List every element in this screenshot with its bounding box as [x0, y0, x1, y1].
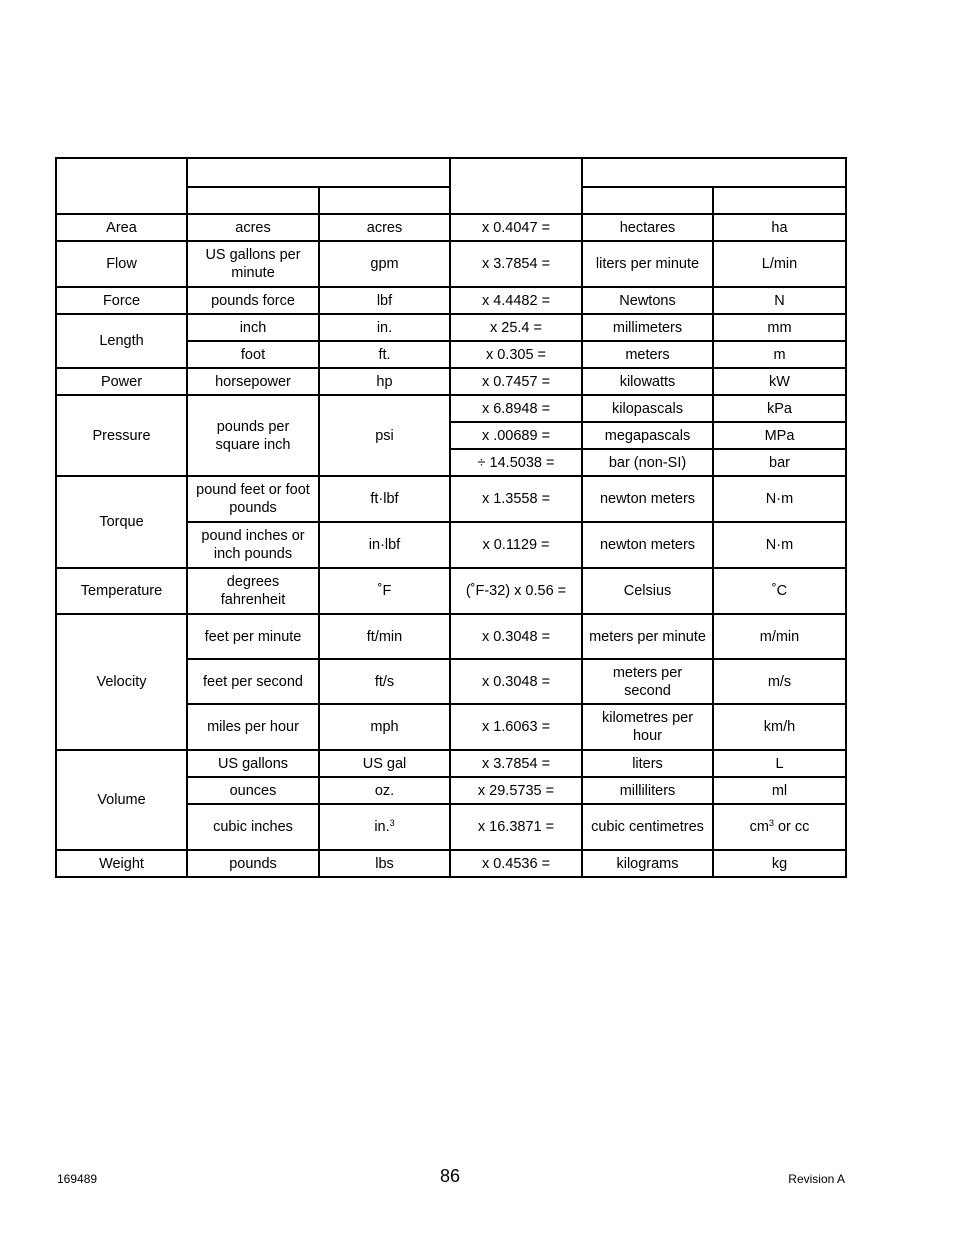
header-us-unit-cell: [187, 187, 319, 214]
us-unit-cell: cubic inches: [187, 804, 319, 850]
factor-cell: x 1.3558 =: [450, 476, 582, 522]
us-abbr-base: in.: [374, 819, 390, 835]
us-unit-cell: feet per second: [187, 659, 319, 704]
us-abbr-cell: lbf: [319, 287, 450, 314]
si-unit-cell: kilowatts: [582, 368, 713, 395]
table-row: [56, 287, 846, 314]
si-unit-cell: millimeters: [582, 314, 713, 341]
si-abbr-cell: kPa: [713, 395, 846, 422]
us-abbr-cell: gpm: [319, 241, 450, 287]
header-us-group-cell: [187, 158, 450, 187]
si-unit-cell: kilopascals: [582, 395, 713, 422]
si-abbr-cell: L/min: [713, 241, 846, 287]
us-unit-cell: US gallons: [187, 750, 319, 777]
factor-cell: x 16.3871 =: [450, 804, 582, 850]
us-abbr-cell: ft·lbf: [319, 476, 450, 522]
quantity-cell: Force: [56, 287, 187, 314]
us-unit-cell: degrees fahrenheit: [187, 568, 319, 614]
factor-cell: ÷ 14.5038 =: [450, 449, 582, 476]
table-row: [56, 614, 846, 659]
us-abbr-cell: oz.: [319, 777, 450, 804]
factor-cell: x 0.3048 =: [450, 659, 582, 704]
header-si-unit-cell: [582, 187, 713, 214]
si-unit-cell: newton meters: [582, 522, 713, 568]
us-abbr-cell: in.: [319, 314, 450, 341]
table-row: [56, 476, 846, 522]
quantity-cell: Pressure: [56, 395, 187, 476]
us-unit-cell: US gallons per minute: [187, 241, 319, 287]
us-unit-cell: pounds force: [187, 287, 319, 314]
us-unit-cell: pound feet or foot pounds: [187, 476, 319, 522]
header-si-group-cell: [582, 158, 846, 187]
si-abbr-cell: ha: [713, 214, 846, 241]
factor-cell: x 0.4047 =: [450, 214, 582, 241]
si-unit-cell: liters per minute: [582, 241, 713, 287]
si-unit-cell: newton meters: [582, 476, 713, 522]
si-abbr-cell: L: [713, 750, 846, 777]
si-unit-cell: Celsius: [582, 568, 713, 614]
si-abbr-tail: or cc: [773, 819, 810, 835]
si-unit-cell: bar (non-SI): [582, 449, 713, 476]
si-abbr-cell: ˚C: [713, 568, 846, 614]
header-row-top: [56, 158, 846, 187]
us-unit-cell: feet per minute: [187, 614, 319, 659]
us-unit-cell: pounds: [187, 850, 319, 877]
us-abbr-cell: acres: [319, 214, 450, 241]
si-unit-cell: meters: [582, 341, 713, 368]
factor-cell: x 6.8948 =: [450, 395, 582, 422]
si-abbr-cell: N·m: [713, 476, 846, 522]
us-unit-cell: ounces: [187, 777, 319, 804]
table-row: [56, 568, 846, 614]
header-si-abbr-cell: [713, 187, 846, 214]
us-abbr-superscript: 3: [389, 818, 395, 828]
si-abbr-cell: N: [713, 287, 846, 314]
us-abbr-cell: ft.: [319, 341, 450, 368]
si-abbr-superscript: 3: [768, 818, 774, 828]
quantity-cell: Weight: [56, 850, 187, 877]
unit-conversion-table: [55, 157, 847, 878]
us-unit-cell: acres: [187, 214, 319, 241]
factor-cell: x 3.7854 =: [450, 750, 582, 777]
si-unit-cell: megapascals: [582, 422, 713, 449]
table-row: [56, 241, 846, 287]
si-abbr-cell: [713, 804, 846, 850]
page-number: 86: [439, 1166, 461, 1186]
header-quantity-cell: [56, 158, 187, 214]
si-unit-cell: meters per minute: [582, 614, 713, 659]
factor-cell: x 25.4 =: [450, 314, 582, 341]
si-abbr-cell: bar: [713, 449, 846, 476]
us-abbr-cell: psi: [319, 395, 450, 476]
us-abbr-cell: ft/min: [319, 614, 450, 659]
us-abbr-cell: ft/s: [319, 659, 450, 704]
revision-label: Revision A: [788, 1172, 845, 1186]
si-abbr-cell: mm: [713, 314, 846, 341]
factor-cell: x 29.5735 =: [450, 777, 582, 804]
si-abbr-cell: m: [713, 341, 846, 368]
factor-cell: x 0.305 =: [450, 341, 582, 368]
us-abbr-cell: lbs: [319, 850, 450, 877]
us-abbr-cell: in·lbf: [319, 522, 450, 568]
si-unit-cell: hectares: [582, 214, 713, 241]
si-unit-cell: Newtons: [582, 287, 713, 314]
us-abbr-cell: ˚F: [319, 568, 450, 614]
us-abbr-cell: mph: [319, 704, 450, 750]
factor-cell: x 0.7457 =: [450, 368, 582, 395]
si-unit-cell: liters: [582, 750, 713, 777]
us-unit-cell: miles per hour: [187, 704, 319, 750]
factor-cell: x 4.4482 =: [450, 287, 582, 314]
si-abbr-cell: N·m: [713, 522, 846, 568]
factor-cell: x 0.4536 =: [450, 850, 582, 877]
si-unit-cell: kilometres per hour: [582, 704, 713, 750]
quantity-cell: Temperature: [56, 568, 187, 614]
factor-cell: x .00689 =: [450, 422, 582, 449]
si-unit-cell: kilograms: [582, 850, 713, 877]
table-row: [56, 850, 846, 877]
header-us-abbr-cell: [319, 187, 450, 214]
us-abbr-cell: hp: [319, 368, 450, 395]
factor-cell: x 0.3048 =: [450, 614, 582, 659]
si-abbr-cell: kW: [713, 368, 846, 395]
quantity-cell: Flow: [56, 241, 187, 287]
table-row: [56, 395, 846, 422]
quantity-cell: Area: [56, 214, 187, 241]
si-abbr-cell: ml: [713, 777, 846, 804]
si-abbr-base: cm: [749, 819, 769, 835]
si-abbr-cell: km/h: [713, 704, 846, 750]
si-abbr-cell: m/min: [713, 614, 846, 659]
factor-cell: x 0.1129 =: [450, 522, 582, 568]
quantity-cell: Length: [56, 314, 187, 368]
table-row: [56, 750, 846, 777]
us-unit-cell: pound inches or inch pounds: [187, 522, 319, 568]
si-unit-cell: meters per second: [582, 659, 713, 704]
si-unit-cell: cubic centimetres: [582, 804, 713, 850]
factor-cell: x 1.6063 =: [450, 704, 582, 750]
header-factor-cell: [450, 158, 582, 214]
table-row: [56, 314, 846, 341]
si-unit-cell: milliliters: [582, 777, 713, 804]
factor-cell: (˚F-32) x 0.56 =: [450, 568, 582, 614]
si-abbr-cell: m/s: [713, 659, 846, 704]
us-abbr-cell: [319, 804, 450, 850]
quantity-cell: Volume: [56, 750, 187, 850]
us-unit-cell: horsepower: [187, 368, 319, 395]
si-abbr-cell: MPa: [713, 422, 846, 449]
si-abbr-cell: kg: [713, 850, 846, 877]
us-unit-cell: pounds per square inch: [187, 395, 319, 476]
us-abbr-cell: US gal: [319, 750, 450, 777]
doc-number: 169489: [57, 1172, 98, 1186]
table-row: [56, 214, 846, 241]
quantity-cell: Velocity: [56, 614, 187, 750]
quantity-cell: Torque: [56, 476, 187, 568]
table-row: [56, 368, 846, 395]
us-unit-cell: foot: [187, 341, 319, 368]
factor-cell: x 3.7854 =: [450, 241, 582, 287]
us-unit-cell: inch: [187, 314, 319, 341]
quantity-cell: Power: [56, 368, 187, 395]
